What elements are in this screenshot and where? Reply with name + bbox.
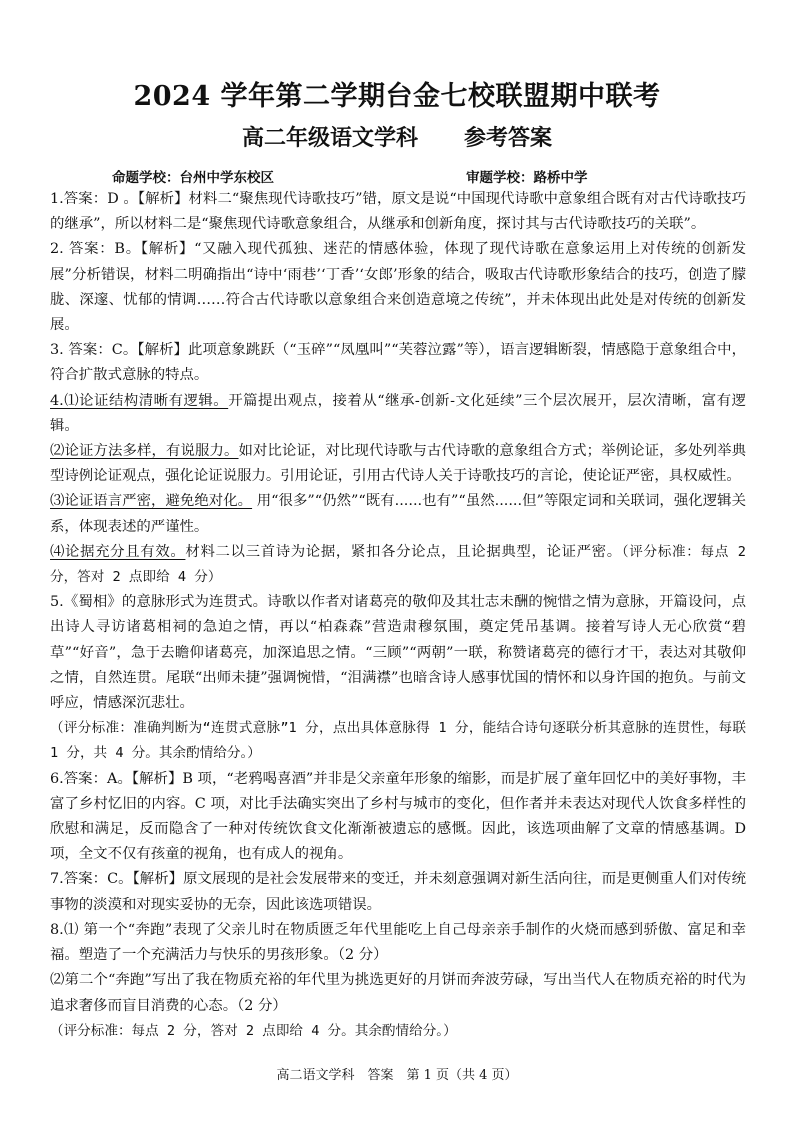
q4-point3-label: ⑶论证语言严密，避免绝对化。 xyxy=(50,493,253,510)
q8-scoring-note: （评分标准：每点 2 分，答对 2 点即给 4 分。其余酌情给分。） xyxy=(50,1022,457,1039)
setter-school: 命题学校：台州中学东校区 xyxy=(112,170,274,186)
q4-point4-text: 材料二以三首诗为论据，紧扣各分论点，且论据典型，论证严密。 xyxy=(185,543,622,560)
answer-label: 参考答案 xyxy=(464,125,553,151)
answer-q4-point4 xyxy=(50,540,746,590)
answer-q2: 2. 答案：B。【解析】“又融入现代孤独、迷茫的情感体验，体现了现代诗歌在意象运用上对传统的创新发展”分析错误，材料二明确指出“诗中‘雨巷’‘丁香’‘女郎’形象的结合，吸取古代诗歌形象结合的技巧，创造了朦胧、深邃、忧郁的情调……符合古代诗歌以意象组合来创造意境之传统”，并未体现出此处是对传统的创新发展。 xyxy=(50,241,746,334)
answer-q8-point1: 8.⑴ 第一个“奔跑”表现了父亲儿时在物质匮乏年代里能吃上自己母亲亲手制作的火烧而感到骄傲、富足和幸福。塑造了一个充满活力与快乐的男孩形象。（2 分） xyxy=(50,921,746,964)
answer-q4-point3 xyxy=(50,489,746,539)
q5-scoring-note: （评分标准：准确判断为“连贯式意脉”1 分，点出具体意脉得 1 分，能结合诗句逐联分析其意脉的连贯性，每联 1 分，共 4 分。其余酌情给分。） xyxy=(50,720,746,762)
answer-q3: 3. 答案：C。【解析】此项意象跳跃（“玉碎”“凤凰叫”“芙蓉泣露”等），语言逻辑断裂，情感隐于意象组合中，符合扩散式意脉的特点。 xyxy=(50,342,746,384)
answer-q4-point2 xyxy=(50,439,746,489)
answer-q8-point2: ⑵第二个“奔跑”写出了我在物质充裕的年代里为挑选更好的月饼而奔波劳碌，写出当代人在物质充裕的时代为追求奢侈而盲目消费的心态。（2 分） xyxy=(50,972,746,1014)
q4-point3-text: 用“很多”“仍然”“既有......也有”“虽然......但”等限定词和关联词，强化逻辑关系，体现表述的严谨性。 xyxy=(50,493,746,535)
q4-point1-label: 4.⑴论证结构清晰有逻辑。 xyxy=(50,392,229,409)
page-title: 2024 学年第二学期台金七校联盟期中联考 xyxy=(133,81,661,112)
page-subtitle xyxy=(0,121,794,152)
answer-body xyxy=(50,187,746,1044)
answer-q1: 1.答案：D 。【解析】材料二“聚焦现代诗歌技巧”错，原文是说“中国现代诗歌中意象组合既有对古代诗歌技巧的继承”，所以材料二是“聚焦现代诗歌意象组合，从继承和创新角度，探讨其与古代诗歌技巧的关联”。 xyxy=(50,191,746,233)
subject-label: 高二年级语文学科 xyxy=(241,125,418,151)
answer-q7: 7.答案：C。【解析】原文展现的是社会发展带来的变迁，并未刻意强调对新生活向往，而是更侧重人们对传统事物的淡漠和对现实妥协的无奈，因此该选项错误。 xyxy=(50,871,746,913)
q4-point2-text: 如对比论证，对比现代诗歌与古代诗歌的意象组合方式；举例论证，多处列举典型诗例论证观点，强化论证说服力。引用论证，引用古代诗人关于诗歌技巧的言论，使论证严密，具权威性。 xyxy=(50,443,746,485)
q4-scoring-note: （评分标准：每点 2 分，答对 2 点即给 4 分） xyxy=(50,543,746,586)
q4-point1-text: 开篇提出观点，接着从“继承-创新-文化延续”三个层次展开，层次清晰，富有逻辑。 xyxy=(50,392,746,434)
q4-point2-label: ⑵论证方法多样，有说服力。 xyxy=(50,443,239,460)
q4-point4-label: ⑷论据充分且有效。 xyxy=(50,543,186,560)
answer-q6: 6.答案：A。【解析】B 项，“老鸦喝喜酒”并非是父亲童年形象的缩影，而是扩展了童年回忆中的美好事物，丰富了乡村忆旧的内容。C 项，对比手法确实突出了乡村与城市的变化，但作者并未表达对现代人饮食多样性的欣慰和满足，反而隐含了一种对传统饮食文化渐渐被遗忘的感慨。因此，该选项曲解了文章的情感基调。D 项，全文不仅有孩童的视角，也有成人的视角。 xyxy=(50,770,746,863)
answer-q4-point1 xyxy=(50,389,746,439)
page-footer: 高二语文学科 答案 第 1 页（共 4 页） xyxy=(276,1068,518,1083)
reviewer-school: 审题学校：路桥中学 xyxy=(466,170,588,186)
answer-q5: 5.《蜀相》的意脉形式为连贯式。诗歌以作者对诸葛亮的敬仰及其壮志未酬的惋惜之情为意脉，开篇设问，点出诗人寻访诸葛相祠的急迫之情，再以“柏森森”营造肃穆氛围，奠定凭吊基调。接着写诗人无心欣赏“碧草”“好音”，急于去瞻仰诸葛亮，加深追思之情。“三顾”“两朝”一联，称赞诸葛亮的德行才干，表达对其敬仰之情，自然连贯。尾联“出师未捷”强调惋惜，“泪满襟”也暗含诗人感事忧国的情怀和以身许国的抱负。与前文呼应，情感深沉悲壮。 xyxy=(50,594,746,712)
